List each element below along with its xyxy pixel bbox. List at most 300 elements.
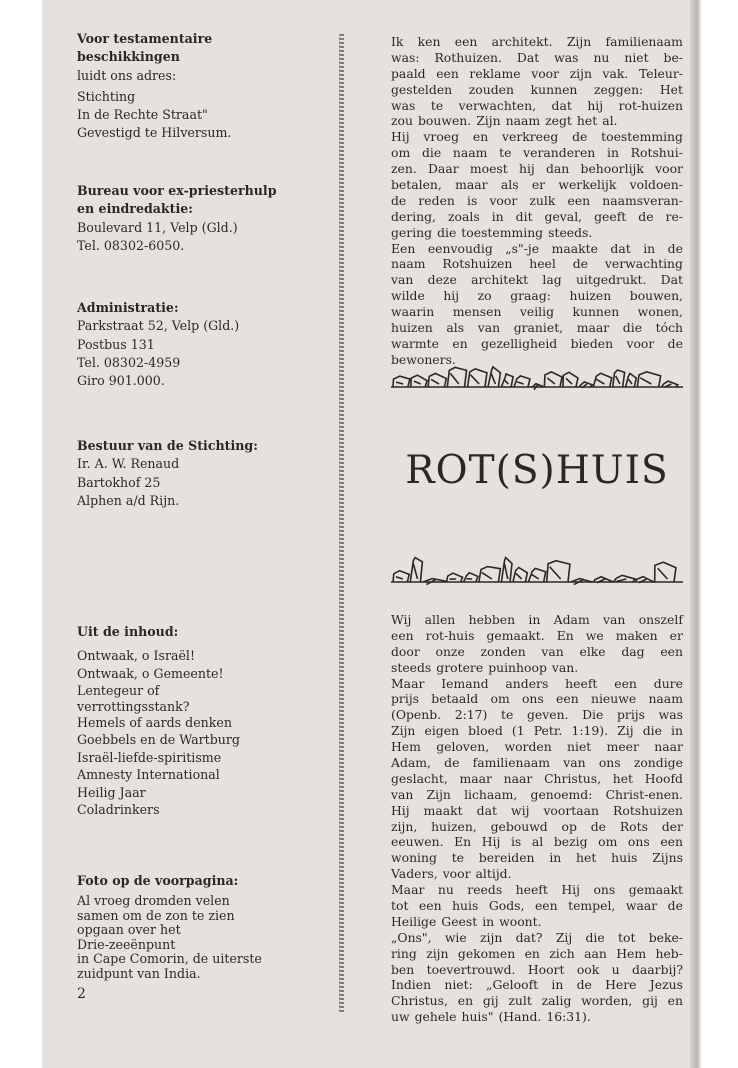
word: (1 (511, 723, 525, 739)
word: zijn (480, 929, 503, 945)
word: huis (452, 898, 479, 914)
word: Hij (391, 129, 410, 145)
word: waarin (391, 304, 435, 320)
word: aan (584, 945, 607, 961)
article-line (391, 660, 683, 676)
word: rot-huis (425, 627, 475, 643)
rock-shape (468, 369, 487, 387)
word: „s"-je (505, 240, 540, 256)
word: Indien (391, 977, 432, 993)
word: huizen (569, 288, 612, 304)
word: dan (545, 161, 570, 177)
word: verwachten, (458, 97, 537, 113)
word: in (491, 208, 504, 224)
section-heading: Foto op de voorpagina: (77, 873, 239, 888)
rock-shape (547, 561, 570, 582)
word: (Hand. (498, 1009, 542, 1025)
word: Hoort (527, 961, 565, 977)
rock-shape (393, 571, 409, 582)
rock-border-bottom (391, 553, 683, 587)
word: van (603, 612, 626, 627)
word: van (391, 786, 414, 802)
word: is (467, 192, 478, 208)
word: Hij (391, 802, 410, 818)
word: te (430, 97, 444, 113)
word: zich (549, 945, 575, 961)
word: dat (551, 97, 572, 113)
word: u (611, 961, 620, 977)
article-line (391, 256, 683, 272)
word: Christ-enen. (605, 786, 683, 802)
word: 1:19). (571, 723, 609, 739)
word: een (556, 691, 579, 707)
word: Daar (428, 161, 459, 177)
word: een (454, 34, 478, 49)
article-line (391, 977, 683, 993)
word: voor (442, 866, 471, 882)
word: Zijn (566, 34, 592, 49)
word: Petr. (533, 723, 563, 739)
word: zijn (426, 945, 449, 961)
section-heading: en eindredaktie: (77, 201, 193, 217)
word: bewoners. (391, 351, 456, 367)
word: Rotshui- (630, 145, 683, 161)
word: in (671, 723, 683, 739)
section-heading: Bureau voor ex-priesterhulp (77, 183, 277, 198)
word: (Openb. (391, 707, 442, 723)
word: Hem (616, 945, 647, 961)
word: Zijns (652, 850, 683, 866)
word: heeft (515, 882, 548, 898)
section-line: Hemels of aards denken (77, 714, 232, 730)
word: als (500, 177, 519, 193)
word: en (457, 993, 474, 1009)
word: de (667, 335, 683, 351)
word: zoals (448, 208, 480, 224)
section-line: Boulevard 11, Velp (Gld.) (77, 219, 238, 235)
word: re- (665, 208, 683, 224)
section-heading: Administratie: (77, 300, 179, 315)
word: de (590, 818, 607, 834)
word: de (638, 208, 654, 224)
word: om (598, 834, 618, 850)
article-line (391, 225, 683, 241)
rock-shape (514, 376, 530, 387)
word: niet (567, 739, 592, 755)
word: veilig (519, 304, 555, 320)
rock-shape (544, 372, 562, 387)
word: huizen (391, 320, 433, 336)
word: maar (455, 177, 488, 193)
section-line: Stichting (77, 88, 136, 104)
article-line (391, 676, 683, 692)
word: meer (606, 739, 639, 755)
section-line: Gevestigd te Hilversum. (77, 125, 232, 141)
word: Adam (553, 612, 590, 627)
word: uitgedrukt. (575, 272, 647, 288)
article-line (391, 850, 683, 866)
rock-shape (626, 373, 637, 387)
word: genoemd: (530, 786, 593, 802)
word: gij (482, 993, 499, 1009)
word: al. (602, 113, 618, 129)
rock-shape (428, 373, 446, 387)
word: hij (518, 161, 535, 177)
word: lag (542, 272, 562, 288)
word: paald (391, 65, 426, 81)
rock-shape (488, 367, 500, 387)
word: Heilige (391, 913, 437, 929)
word: te (451, 850, 465, 866)
rock-shape (593, 373, 611, 387)
word: maar (459, 770, 492, 786)
article-line (391, 272, 683, 288)
rock-shape (637, 372, 660, 387)
word: Zij (555, 929, 573, 945)
section-line: zuidpunt van India. (77, 965, 201, 981)
word: voor (531, 65, 560, 81)
word: en (667, 993, 683, 1009)
word: dat (610, 240, 631, 256)
article-line (391, 145, 683, 161)
word: reeds (467, 882, 503, 898)
word: Rots (619, 818, 648, 834)
word: nu (437, 882, 454, 898)
word: onszelf (638, 612, 683, 627)
word: familienaam (605, 34, 683, 49)
word: naamsveran- (602, 192, 683, 208)
word: zonden (480, 643, 526, 659)
word: een (436, 65, 459, 81)
word: ring (391, 945, 417, 961)
word: architekt (471, 272, 529, 288)
word: worden, (581, 993, 633, 1009)
word: graag: (510, 288, 551, 304)
word: ons (627, 834, 650, 850)
rock-shape (501, 558, 512, 582)
word: om (490, 691, 510, 707)
section-line: Heilig Jaar (77, 784, 146, 800)
word: wonen, (637, 304, 683, 320)
word: bereiden (478, 850, 535, 866)
word: Wij (391, 612, 412, 627)
word: dag (621, 643, 645, 659)
section-line: Parkstraat 52, Velp (Gld.) (77, 318, 240, 334)
word: anders (505, 675, 549, 691)
info-section (77, 873, 262, 982)
word: Rothuizen. (434, 49, 502, 65)
article-line (391, 1009, 683, 1025)
word: geeft (594, 208, 627, 224)
article-line (391, 177, 683, 193)
section-heading: Uit de inhoud: (77, 624, 179, 639)
section-line: Tel. 08302-6050. (77, 237, 185, 253)
word: hebben (468, 612, 516, 627)
info-section (77, 299, 239, 390)
word: van. (551, 659, 579, 675)
article-line (391, 98, 683, 114)
word: steeds. (548, 224, 593, 240)
rock-shape (513, 567, 527, 582)
word: in (607, 145, 619, 161)
word: Dat (660, 272, 683, 288)
word: Gods, (488, 898, 525, 914)
word: en (472, 129, 489, 145)
word: dit (515, 208, 533, 224)
word: naar (503, 770, 533, 786)
word: zen. (391, 161, 417, 177)
word: in (551, 977, 564, 993)
word: woont. (499, 913, 542, 929)
word: was: (391, 49, 420, 65)
word: Here (605, 977, 637, 993)
word: in (482, 913, 495, 929)
word: wij (511, 802, 530, 818)
info-section (77, 182, 277, 255)
word: „Gelooft (486, 977, 539, 993)
word: geloven, (436, 739, 490, 755)
word: die (585, 929, 605, 945)
word: zeggen: (594, 81, 644, 97)
article-line (391, 304, 683, 320)
word: voor (655, 161, 683, 177)
word: kunnen (572, 304, 620, 320)
word: Geest (441, 913, 478, 929)
word: die (421, 145, 442, 161)
word: huis" (461, 1009, 494, 1025)
word: de (572, 129, 588, 145)
word: ons (593, 882, 616, 898)
word: tot (618, 929, 636, 945)
rock-shape (655, 562, 676, 582)
word: een (660, 834, 683, 850)
section-line: Coladrinkers (77, 802, 160, 818)
word: zondige (633, 755, 683, 771)
word: in (549, 850, 562, 866)
word: wilde (391, 288, 425, 304)
word: voldoen- (629, 177, 683, 193)
section-line: Ir. A. W. Renaud (77, 456, 180, 472)
word: geval, (544, 208, 583, 224)
article-line (391, 755, 683, 771)
word: een (614, 675, 637, 691)
rock-shape (447, 573, 463, 582)
word: van (541, 643, 564, 659)
word: dering, (391, 208, 437, 224)
word: rot-huizen (618, 97, 683, 113)
word: bouwen. (417, 113, 472, 129)
article-line (391, 241, 683, 257)
word: 16:31). (546, 1009, 591, 1025)
word: der (661, 818, 683, 834)
word: het (576, 850, 597, 866)
word: voor (626, 335, 655, 351)
word: betaald (431, 691, 479, 707)
article-line (391, 946, 683, 962)
word: worden (504, 739, 552, 755)
article-line (391, 113, 683, 129)
article-line (391, 612, 683, 628)
word: door (391, 643, 420, 659)
word: is (510, 834, 522, 850)
article-line (391, 866, 683, 882)
article-line (391, 34, 683, 50)
word: toestemming (601, 129, 683, 145)
word: Zijn (476, 113, 501, 129)
word: de (391, 192, 407, 208)
rock-shape (464, 573, 478, 582)
word: nu (593, 49, 610, 65)
word: in (528, 612, 541, 627)
word: dure (653, 675, 683, 691)
article-line (391, 771, 683, 787)
rock-shape (410, 558, 422, 582)
word: Een (391, 240, 416, 256)
word: Hij (561, 882, 580, 898)
word: gemaakt. (486, 627, 545, 643)
word: hij (587, 97, 604, 113)
article-line (391, 723, 683, 739)
word: toestemming (461, 224, 544, 240)
word: Hij (481, 834, 501, 850)
article-line (391, 787, 683, 803)
word: een (391, 627, 414, 643)
word: huizen, (431, 818, 477, 834)
word: ken (417, 34, 441, 49)
word: Zijn (426, 786, 451, 802)
article-line (391, 129, 683, 145)
word: woning (391, 850, 437, 866)
word: uw (391, 1009, 410, 1025)
word: lichaam, (464, 786, 518, 802)
word: Maar (391, 675, 425, 691)
section-line: Ontwaak, o Israël! (77, 648, 196, 664)
article-line (391, 82, 683, 98)
word: de (667, 898, 683, 914)
word: vak. (602, 65, 629, 81)
word: verwachting (604, 256, 683, 272)
column-divider (339, 34, 344, 1012)
word: daarbij? (631, 961, 683, 977)
word: „Ons", (391, 929, 432, 945)
word: een (567, 192, 591, 208)
word: maakte (551, 240, 598, 256)
word: die (622, 320, 643, 336)
word: En (454, 834, 472, 850)
word: de (576, 977, 592, 993)
word: Christus, (391, 993, 448, 1009)
word: steeds (391, 659, 432, 675)
article-line (391, 707, 683, 723)
word: grotere (436, 659, 484, 675)
section-line: Ontwaak, o Gemeente! (77, 665, 224, 681)
word: hij (443, 288, 460, 304)
rock-shape (447, 367, 466, 387)
word: te (499, 145, 512, 161)
word: er (531, 177, 546, 193)
word: gij (642, 993, 658, 1009)
section-line: Tel. 08302-4959 (77, 354, 181, 370)
word: bieden (570, 335, 614, 351)
word: ons (598, 755, 621, 771)
word: gebouwd (490, 818, 548, 834)
word: Hem (391, 739, 421, 755)
word: zult (508, 993, 532, 1009)
section-line: Al vroeg dromden velen (77, 893, 230, 908)
rock-shape (613, 370, 625, 387)
word: warmte (391, 335, 439, 351)
word: die (437, 224, 457, 240)
word: Het (659, 81, 683, 97)
article-line (391, 803, 683, 819)
word: zijn (569, 65, 592, 81)
word: op (561, 818, 577, 834)
word: Rotshuizen (442, 256, 513, 272)
word: huis (611, 850, 638, 866)
word: waar (625, 898, 658, 914)
word: het (612, 770, 634, 786)
section-line: Amnesty International (77, 767, 220, 783)
word: ben (391, 961, 415, 977)
section-line: luidt ons adres: (77, 67, 177, 83)
rock-shape (528, 568, 545, 582)
word: vroeg (423, 129, 460, 145)
article-line (391, 644, 683, 660)
word: tot (391, 898, 409, 914)
word: niet (624, 49, 649, 65)
article-intro (391, 34, 683, 368)
word: die (642, 723, 662, 739)
word: dat (476, 802, 497, 818)
word: Rotshuizen (613, 802, 683, 818)
section-line: Lentegeur of (77, 683, 160, 699)
word: onze (435, 643, 465, 659)
section-line: Drie-zeeënpunt (77, 936, 176, 952)
word: zalig (541, 993, 572, 1009)
word: zouden (468, 81, 514, 97)
word: elke (579, 643, 606, 659)
article-line (391, 882, 683, 898)
article-line (391, 161, 683, 177)
word: moest (469, 161, 508, 177)
word: Vaders, (391, 866, 438, 882)
rock-shape (531, 384, 543, 390)
word: gekomen (457, 945, 516, 961)
word: zulk (529, 192, 556, 208)
word: tóch (655, 320, 683, 336)
section-line: samen om de zon te zien (77, 907, 235, 923)
word: voortaan (543, 802, 600, 818)
article-line (391, 962, 683, 978)
word: wie (444, 929, 467, 945)
word: puinhoop (488, 659, 547, 675)
word: eeuwen. (391, 834, 444, 850)
info-section (77, 30, 231, 143)
word: voor (489, 192, 518, 208)
rock-border-top (391, 362, 683, 392)
word: reklame (469, 65, 521, 81)
word: maakt (423, 802, 463, 818)
word: niet: (444, 977, 473, 993)
word: naam (505, 113, 541, 129)
word: Ik (391, 34, 404, 49)
word: bloed (468, 723, 503, 739)
word: Zij (617, 723, 634, 739)
word: al (531, 834, 544, 850)
word: van (563, 755, 586, 771)
article-line (391, 336, 683, 352)
word: geslacht, (391, 770, 448, 786)
